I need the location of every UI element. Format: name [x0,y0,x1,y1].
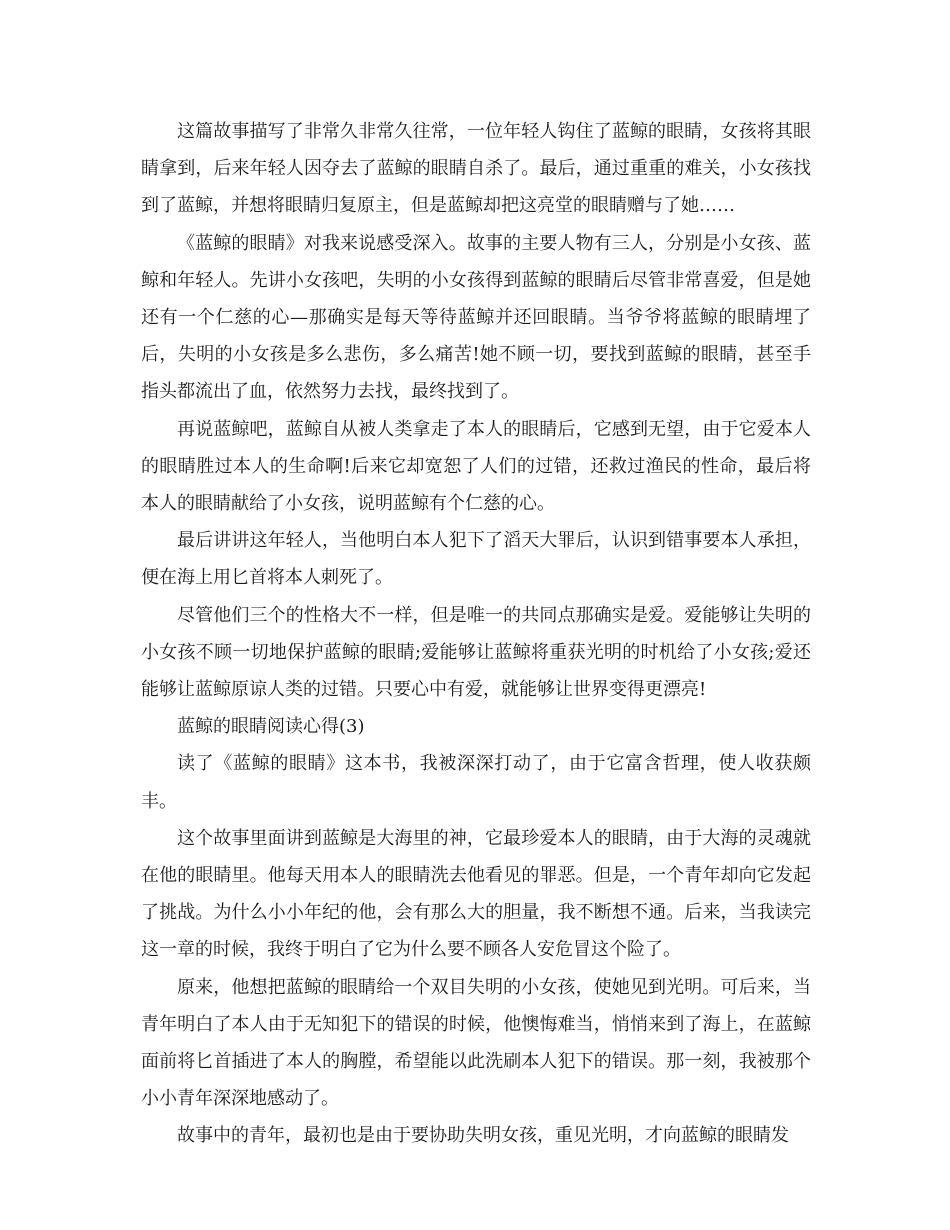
section-heading: 蓝鲸的眼睛阅读心得(3) [177,716,365,738]
paragraph: 《蓝鲸的眼睛》对我来说感受深入。故事的主要人物有三人，分别是小女孩、蓝鲸和年轻人。先讲小女孩吧，失明的小女孩得到蓝鲸的眼睛后尽管非常喜爱，但是她还有一个仁慈的心—那确实是每天等待蓝鲸并还回眼睛。当爷爷将蓝鲸的眼睛埋了后，失明的小女孩是多么悲伤，多么痛苦!她不顾一切，要找到蓝鲸的眼睛，甚至手指头都流出了血，依然努力去找，最终找到了。 [141,232,811,403]
document-body [141,113,811,1155]
paragraph: 这个故事里面讲到蓝鲸是大海里的神，它最珍爱本人的眼睛，由于大海的灵魂就在他的眼睛里。他每天用本人的眼睛洗去他看见的罪恶。但是，一个青年却向它发起了挑战。为什么小小年纪的他，会有那么大的胆量，我不断想不通。后来，当我读完这一章的时候，我终于明白了它为什么要不顾各人安危冒这个险了。 [141,827,811,961]
paragraph: 原来，他想把蓝鲸的眼睛给一个双目失明的小女孩，使她见到光明。可后来，当青年明白了本人由于无知犯下的错误的时候，他懊悔难当，悄悄来到了海上，在蓝鲸面前将匕首插进了本人的胸膛，希望能以此洗刷本人犯下的错误。那一刻，我被那个小小青年深深地感动了。 [141,976,811,1110]
paragraph: 尽管他们三个的性格大不一样，但是唯一的共同点那确实是爱。爱能够让失明的小女孩不顾一切地保护蓝鲸的眼睛;爱能够让蓝鲸将重获光明的时机给了小女孩;爱还能够让蓝鲸原谅人类的过错。只要心中有爱，就能够让世界变得更漂亮! [141,604,811,701]
paragraph: 读了《蓝鲸的眼睛》这本书，我被深深打动了，由于它富含哲理，使人收获颇丰。 [141,753,811,812]
paragraph: 这篇故事描写了非常久非常久往常，一位年轻人钩住了蓝鲸的眼睛，女孩将其眼睛拿到，后来年轻人因夺去了蓝鲸的眼睛自杀了。最后，通过重重的难关，小女孩找到了蓝鲸，并想将眼睛归复原主，但是蓝鲸却把这亮堂的眼睛赠与了她…… [141,121,811,217]
paragraph: 再说蓝鲸吧，蓝鲸自从被人类拿走了本人的眼睛后，它感到无望，由于它爱本人的眼睛胜过本人的生命啊!后来它却宽恕了人们的过错，还救过渔民的性命，最后将本人的眼睛献给了小女孩，说明蓝鲸有个仁慈的心。 [141,418,811,515]
paragraph: 最后讲讲这年轻人，当他明白本人犯下了滔天大罪后，认识到错事要本人承担，便在海上用匕首将本人刺死了。 [141,530,811,589]
paragraph: 故事中的青年，最初也是由于要协助失明女孩，重见光明，才向蓝鲸的眼睛发 [177,1125,789,1147]
